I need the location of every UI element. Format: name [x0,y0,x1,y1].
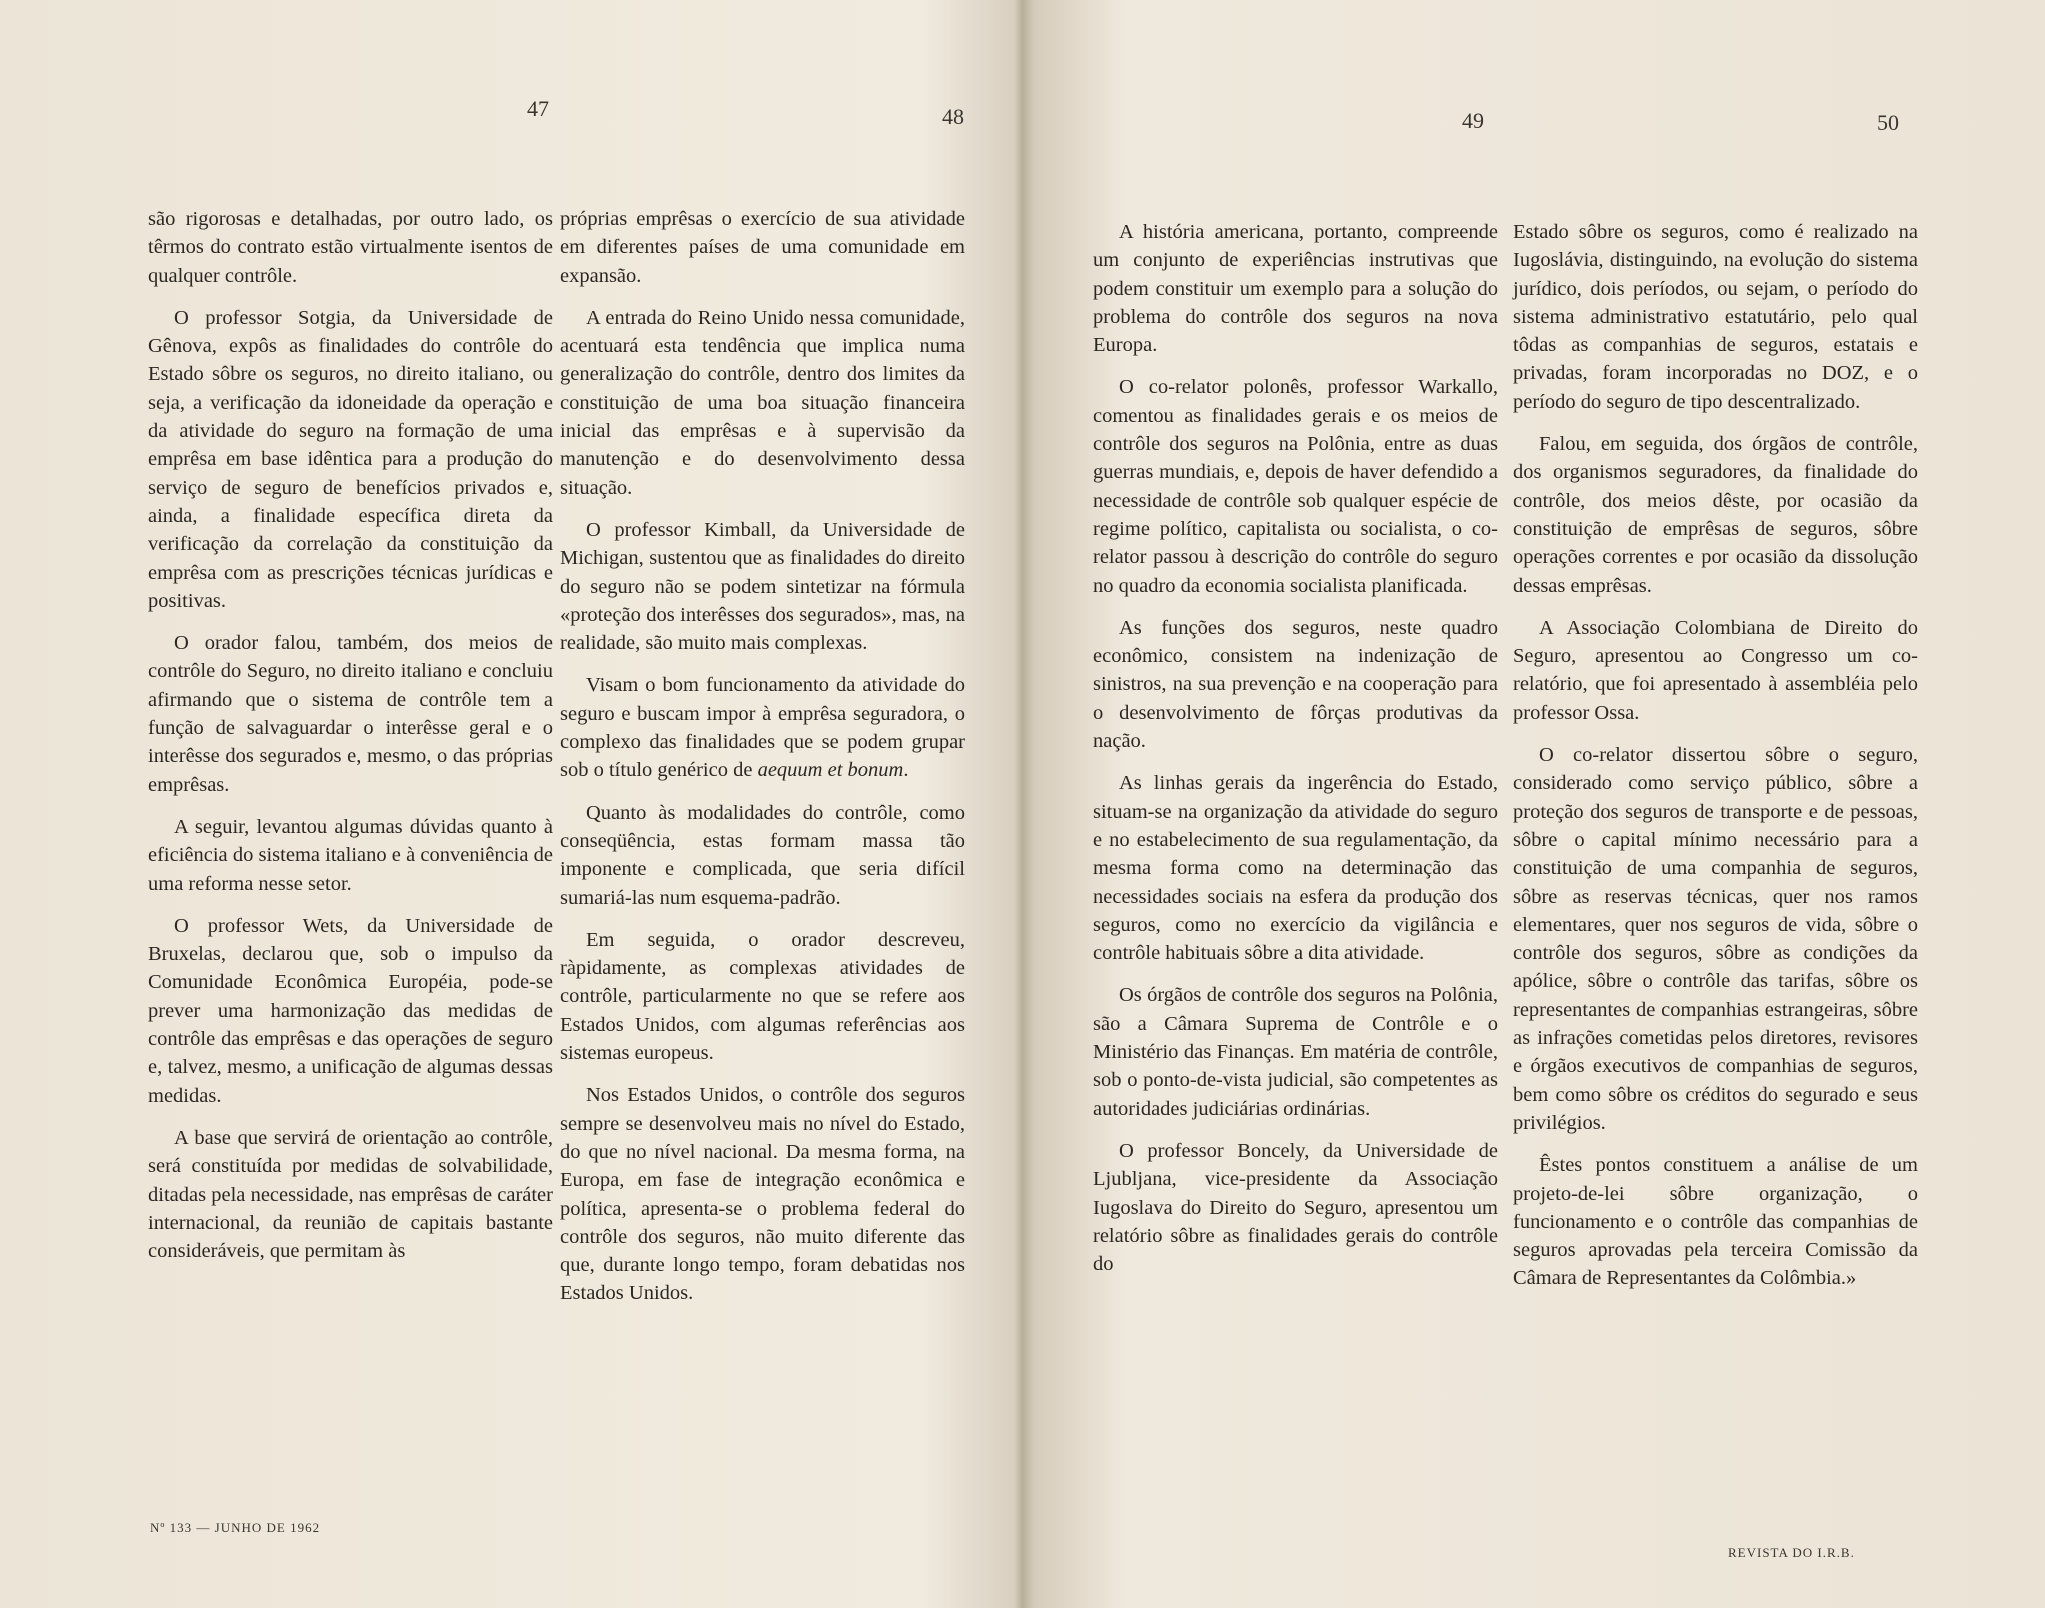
paragraph: Quanto às modalidades do contrôle, como conseqüência, estas formam massa tão imponente e complicada, que seria difícil sumariá-las num esquema-padrão. [560,801,965,909]
left-page [0,0,1020,1608]
paragraph: próprias emprêsas o exercício de sua atividade em diferentes países de uma comunidade em expansão. [560,208,965,287]
paragraph: Estado sôbre os seguros, como é realizado na Iugoslávia, distinguindo, na evolução do sistema jurídico, dois períodos, ou sejam, o período do sistema administrativo estatutário, pelo qual tôdas as companhias de seguros, estatais e privadas, foram incorporadas no DOZ, e o período do seguro de tipo descentralizado. [1513,221,1918,413]
column-page-50 [1513,218,1918,1307]
paragraph: A base que servirá de orientação ao contrôle, será constituída por medidas de solvabilidade, ditadas pela necessidade, nas emprêsas de caráter internacional, da reunião de capitais bastante consideráveis, que permitam às [148,1126,553,1263]
paragraph: são rigorosas e detalhadas, por outro lado, os têrmos do contrato estão virtualmente isentos de qualquer contrôle. [148,208,553,287]
paragraph: Em seguida, o orador descreveu, ràpidamente, as complexas atividades de contrôle, particularmente no que se refere aos Estados Unidos, com algumas referências aos sistemas europeus. [560,928,965,1065]
paragraph: As linhas gerais da ingerência do Estado, situam-se na organização da atividade do seguro e no estabelecimento de sua regulamentação, da mesma forma como na determinação das necessidades sociais na esfera da produção dos seguros, como no exercício da vigilância e contrôle habituais sôbre a dita atividade. [1093,772,1498,965]
page-number-48: 48 [942,104,964,129]
paragraph: Êstes pontos constituem a análise de um projeto-de-lei sôbre organização, o funcionamento e o contrôle das companhias de seguros aprovadas pela terceira Comissão da Câmara de Representantes da Colômbia.» [1513,1154,1918,1290]
page-number-50: 50 [1877,110,1899,135]
paragraph: A seguir, levantou algumas dúvidas quanto à eficiência do sistema italiano e à conveniência de uma reforma nesse setor. [148,815,553,895]
italic-phrase: aequum et bonum [757,759,904,782]
paragraph-text: Visam o bom funcionamento da atividade do seguro e buscam impor à emprêsa seguradora, o complexo das finalidades que se podem grupar sob o título genérico de [560,674,965,782]
right-page [1025,0,2045,1608]
paragraph: Falou, em seguida, dos órgãos de contrôle, dos organismos seguradores, da finalidade do contrôle, dos meios dêste, por ocasião da constituição de emprêsas de seguros, sôbre operações correntes e por ocasião da dissolução dessas emprêsas. [1513,433,1918,597]
paragraph-end: . [903,759,909,782]
paragraph: O co-relator dissertou sôbre o seguro, considerado como serviço público, sôbre a proteção dos seguros de transporte e de pessoas, sôbre o capital mínimo necessário para a constituição de uma companhia de seguros, sôbre as reservas técnicas, quer nos ramos elementares, quer nos seguros de vida, sôbre o contrôle dos seguros, sôbre as condições da apólice, sôbre o contrôle das tarifas, sôbre os representantes de companhias estrangeiras, sôbre as infrações cometidas pelos diretores, revisores e órgãos executivos de companhias de seguros, bem como sôbre os créditos do segurado e seus privilégios. [1513,744,1918,1134]
footer-magazine: REVISTA DO I.R.B. [1728,1545,1855,1560]
page-number-47: 47 [527,96,549,121]
paragraph: O professor Boncely, da Universidade de Ljubljana, vice-presidente da Associação Iugoslava do Direito do Seguro, apresentou um relatório sôbre as finalidades gerais do contrôle do [1093,1139,1498,1276]
paragraph: A história americana, portanto, compreende um conjunto de experiências instrutivas que podem constituir um exemplo para a solução do problema do contrôle dos seguros na nova Europa. [1093,221,1498,357]
paragraph: A entrada do Reino Unido nessa comunidade, acentuará esta tendência que implica numa generalização do contrôle, dentro dos limites da constituição de uma boa situação financeira inicial das emprêsas e à supervisão da manutenção e do desenvolvimento dessa situação. [560,306,965,499]
paragraph: O orador falou, também, dos meios de contrôle do Seguro, no direito italiano e concluiu afirmando que o sistema de contrôle tem a função de salvaguardar o interêsse geral e o interêsse dos segurados e, mesmo, o das próprias emprêsas. [148,632,553,796]
paragraph: O co-relator polonês, professor Warkallo, comentou as finalidades gerais e os meios de contrôle dos seguros na Polônia, entre as duas guerras mundiais, e, depois de haver defendido a necessidade de contrôle sob qualquer espécie de regime político, capitalista ou socialista, o co-relator passou à descrição do contrôle do seguro no quadro da economia socialista planificada. [1093,376,1498,597]
paragraph: O professor Wets, da Universidade de Bruxelas, declarou que, sob o impulso da Comunidade Econômica Européia, pode-se prever uma harmonização das medidas de contrôle das emprêsas e das operações de seguro e, talvez, mesmo, a unificação de algumas dessas medidas. [148,914,553,1107]
column-page-49 [1093,218,1498,1292]
paragraph: O professor Kimball, da Universidade de Michigan, sustentou que as finalidades do direito do seguro não se podem sintetizar na fórmula «proteção dos interêsses dos segurados», mas, na realidade, são muito mais complexas. [560,518,965,655]
footer-issue: Nº 133 — JUNHO DE 1962 [150,1520,321,1535]
paragraph: As funções dos seguros, neste quadro econômico, consistem na indenização de sinistros, na sua prevenção e na cooperação para o desenvolvimento de fôrças produtivas da nação. [1093,616,1498,753]
paragraph-with-italic [560,671,965,784]
paragraph: A Associação Colombiana de Direito do Seguro, apresentou ao Congresso um co-relatório, que foi apresentado à assembléia pelo professor Ossa. [1513,616,1918,724]
page-number-49: 49 [1462,108,1484,133]
column-page-48 [560,205,965,1322]
column-page-47 [148,205,553,1279]
paragraph: O professor Sotgia, da Universidade de Gênova, expôs as finalidades do contrôle do Estado sôbre os seguros, no direito italiano, ou seja, a verificação da idoneidade da operação e da atividade do seguro na formação de uma emprêsa em base idêntica para a produção do serviço de seguro de benefícios privados e, ainda, a finalidade específica direta da verificação da correlação da constituição da emprêsa com as prescrições técnicas jurídicas e positivas. [148,306,553,612]
paragraph: Nos Estados Unidos, o contrôle dos seguros sempre se desenvolveu mais no nível do Estado, do que no nível nacional. Da mesma forma, na Europa, em fase de integração econômica e política, apresenta-se o problema federal do contrôle dos seguros, não muito diferente das que, durante longo tempo, foram debatidas nos Estados Unidos. [560,1084,965,1305]
paragraph: Os órgãos de contrôle dos seguros na Polônia, são a Câmara Suprema de Contrôle e o Ministério das Finanças. Em matéria de contrôle, sob o ponto-de-vista judicial, são competentes as autoridades judiciárias ordinárias. [1093,984,1498,1120]
